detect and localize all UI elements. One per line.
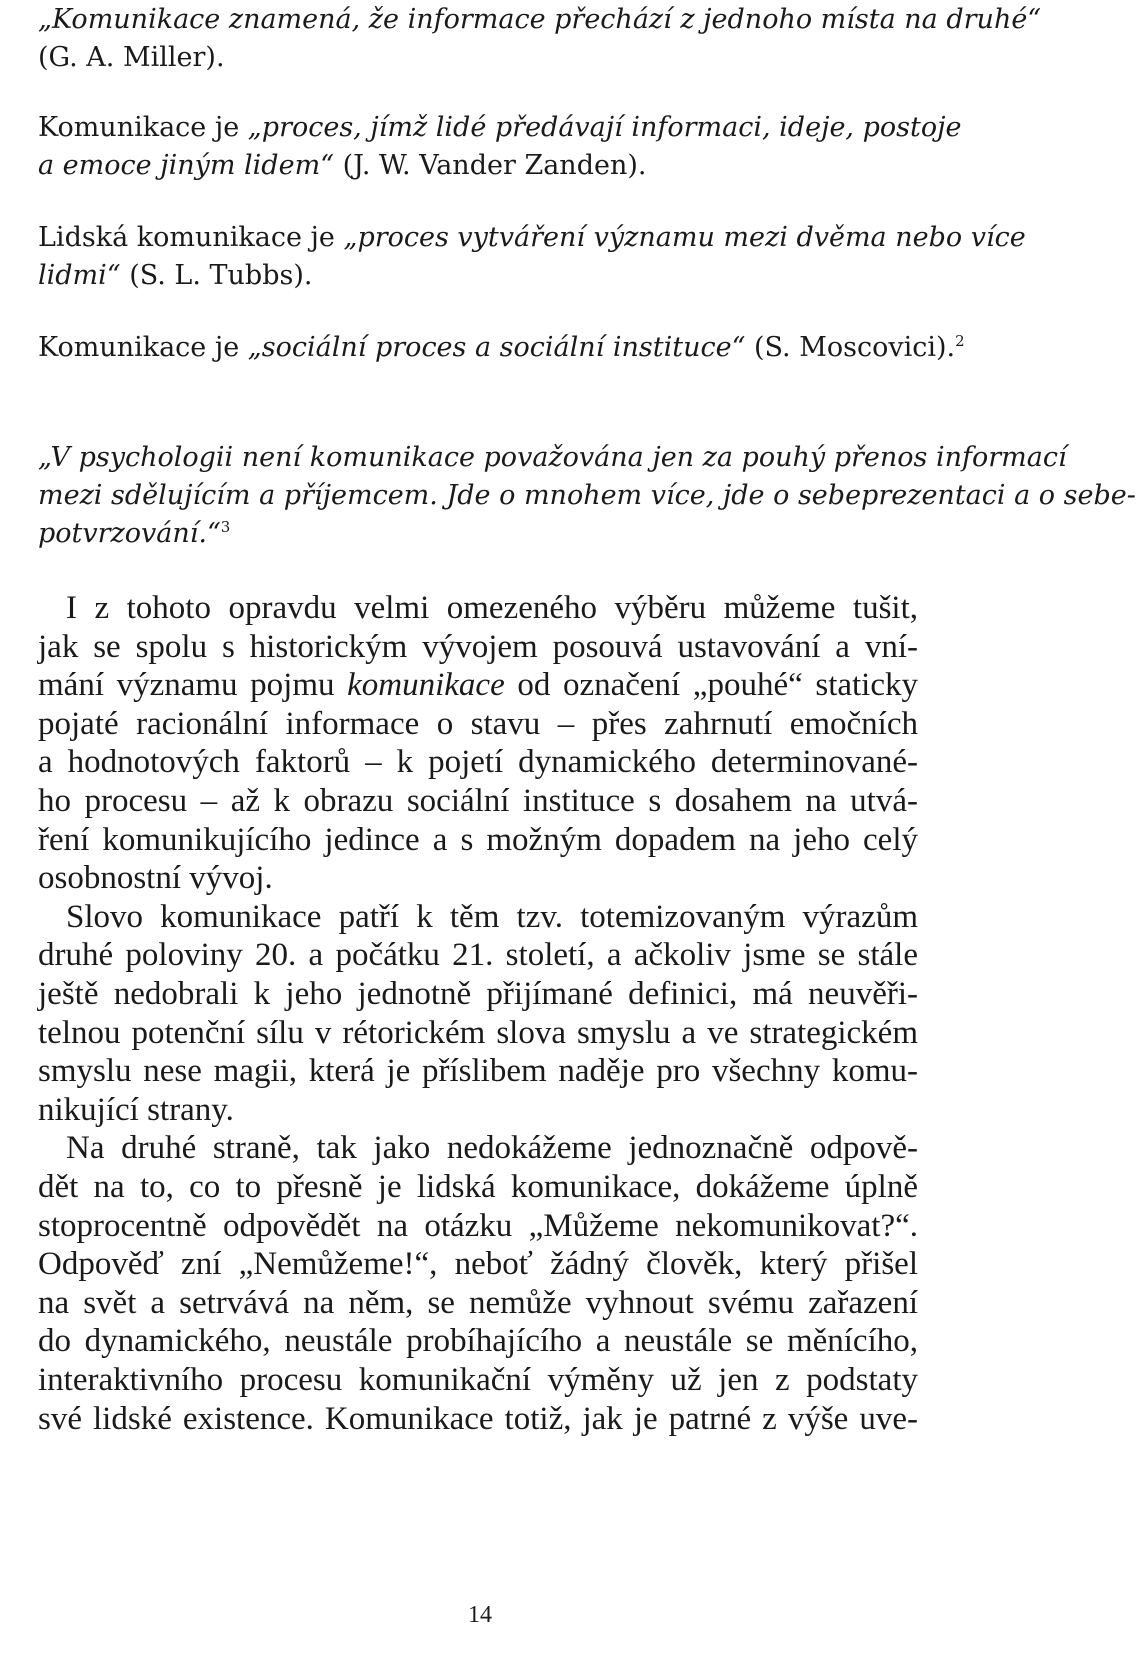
text-run: jak se spolu s historickým vývojem posouvá ustavování a vní- bbox=[38, 629, 918, 665]
body-line bbox=[38, 1015, 918, 1051]
italic-text: lidmi“ bbox=[38, 260, 121, 291]
body-line bbox=[38, 1169, 918, 1205]
text-run: smyslu nese magii, která je příslibem naděje pro všechny komu- bbox=[38, 1053, 918, 1089]
text-run: ření komunikujícího jedince a s možným dopadem na jeho celý bbox=[38, 822, 918, 858]
body-line bbox=[38, 1362, 918, 1398]
text-run: Komunikace je bbox=[38, 112, 248, 143]
text-run: Odpověď zní „Nemůžeme!“, neboť žádný člověk, který přišel bbox=[38, 1246, 918, 1282]
body-line bbox=[38, 1285, 918, 1321]
text-run: telnou potenční sílu v rétorickém slova smyslu a ve strategickém bbox=[38, 1015, 918, 1051]
italic-text: „sociální proces a sociální instituce“ bbox=[247, 332, 746, 363]
text-run: dět na to, co to přesně je lidská komunikace, dokážeme úplně bbox=[38, 1169, 918, 1205]
italic-text: „proces vytváření významu mezi dvěma nebo více bbox=[343, 222, 1026, 253]
body-line bbox=[38, 783, 918, 819]
text-run: stoprocentně odpovědět na otázku „Můžeme nekomunikovat?“. bbox=[38, 1208, 918, 1244]
italic-text: „Komunikace znamená, že informace přechází z jednoho místa na druhé“ bbox=[38, 4, 1042, 35]
body-line bbox=[38, 1053, 918, 1089]
text-run: nikující strany. bbox=[38, 1092, 234, 1128]
body-line bbox=[38, 822, 918, 858]
italic-text: potvrzování.“ bbox=[38, 518, 221, 549]
text-run: Na druhé straně, tak jako nedokážeme jednoznačně odpově- bbox=[66, 1130, 918, 1166]
body-line bbox=[38, 976, 918, 1012]
quote-line bbox=[38, 440, 1067, 476]
quote-line bbox=[38, 478, 1136, 514]
body-line bbox=[66, 899, 918, 935]
text-run: Komunikace je bbox=[38, 332, 248, 363]
italic-text: mezi sdělujícím a příjemcem. Jde o mnohem více, jde o sebeprezentaci a o sebe- bbox=[38, 480, 1136, 511]
text-run: osobnostní vývoj. bbox=[38, 860, 273, 896]
body-line bbox=[66, 1130, 918, 1166]
quote-line bbox=[38, 516, 918, 552]
text-run: I z tohoto opravdu velmi omezeného výběru můžeme tušit, bbox=[66, 590, 918, 626]
quote-line bbox=[38, 40, 918, 76]
body-line bbox=[38, 1208, 918, 1244]
page-number: 14 bbox=[468, 1602, 492, 1628]
body-line bbox=[38, 1246, 918, 1282]
text-run: Lidská komunikace je bbox=[38, 222, 344, 253]
italic-text: „V psychologii není komunikace považována jen za pouhý přenos informací bbox=[38, 442, 1067, 473]
text-run: (J. W. Vander Zanden). bbox=[333, 150, 647, 181]
body-line bbox=[38, 860, 918, 896]
body-line bbox=[38, 937, 918, 973]
body-line bbox=[38, 1092, 918, 1128]
body-line bbox=[38, 667, 918, 703]
italic-text: komunikace bbox=[347, 667, 505, 703]
italic-text: a emoce jiným lidem“ bbox=[38, 150, 334, 181]
body-line bbox=[66, 590, 918, 626]
text-run: (S. L. Tubbs). bbox=[120, 260, 313, 291]
quote-line bbox=[38, 220, 1026, 256]
quote-line bbox=[38, 148, 918, 184]
text-run: interaktivního procesu komunikační výměny už jen z podstaty bbox=[38, 1362, 918, 1398]
text-run: mání významu pojmu bbox=[38, 667, 348, 703]
text-run: (G. A. Miller). bbox=[38, 42, 225, 73]
text-run: a hodnotových faktorů – k pojetí dynamického determinované- bbox=[38, 744, 918, 780]
text-run: ještě nedobrali k jeho jednotně přijímané definici, má neuvěři- bbox=[38, 976, 918, 1012]
text-run: (S. Moscovici). bbox=[745, 332, 956, 363]
quote-line bbox=[38, 330, 965, 366]
text-run: pojaté racionální informace o stavu – přes zahrnutí emočních bbox=[38, 706, 918, 742]
text-run: Slovo komunikace patří k těm tzv. totemizovaným výrazům bbox=[66, 899, 918, 935]
body-line bbox=[38, 1401, 918, 1437]
footnote-marker: 3 bbox=[220, 518, 231, 536]
text-run: od označení „pouhé“ staticky bbox=[504, 667, 918, 703]
body-line bbox=[38, 744, 918, 780]
text-run: druhé poloviny 20. a počátku 21. století, a ačkoliv jsme se stále bbox=[38, 937, 918, 973]
text-run: do dynamického, neustále probíhajícího a neustále se měnícího, bbox=[38, 1323, 918, 1359]
quote-line bbox=[38, 110, 962, 146]
text-run: své lidské existence. Komunikace totiž, jak je patrné z výše uve- bbox=[38, 1401, 918, 1437]
quote-line bbox=[38, 2, 1042, 38]
text-run: na svět a setrvává na něm, se nemůže vyhnout svému zařazení bbox=[38, 1285, 918, 1321]
italic-text: „proces, jímž lidé předávají informaci, ideje, postoje bbox=[247, 112, 962, 143]
text-run: ho procesu – až k obrazu sociální instituce s dosahem na utvá- bbox=[38, 783, 918, 819]
footnote-marker: 2 bbox=[955, 332, 965, 350]
quote-line bbox=[38, 258, 918, 294]
body-line bbox=[38, 629, 918, 665]
body-line bbox=[38, 706, 918, 742]
body-line bbox=[38, 1323, 918, 1359]
